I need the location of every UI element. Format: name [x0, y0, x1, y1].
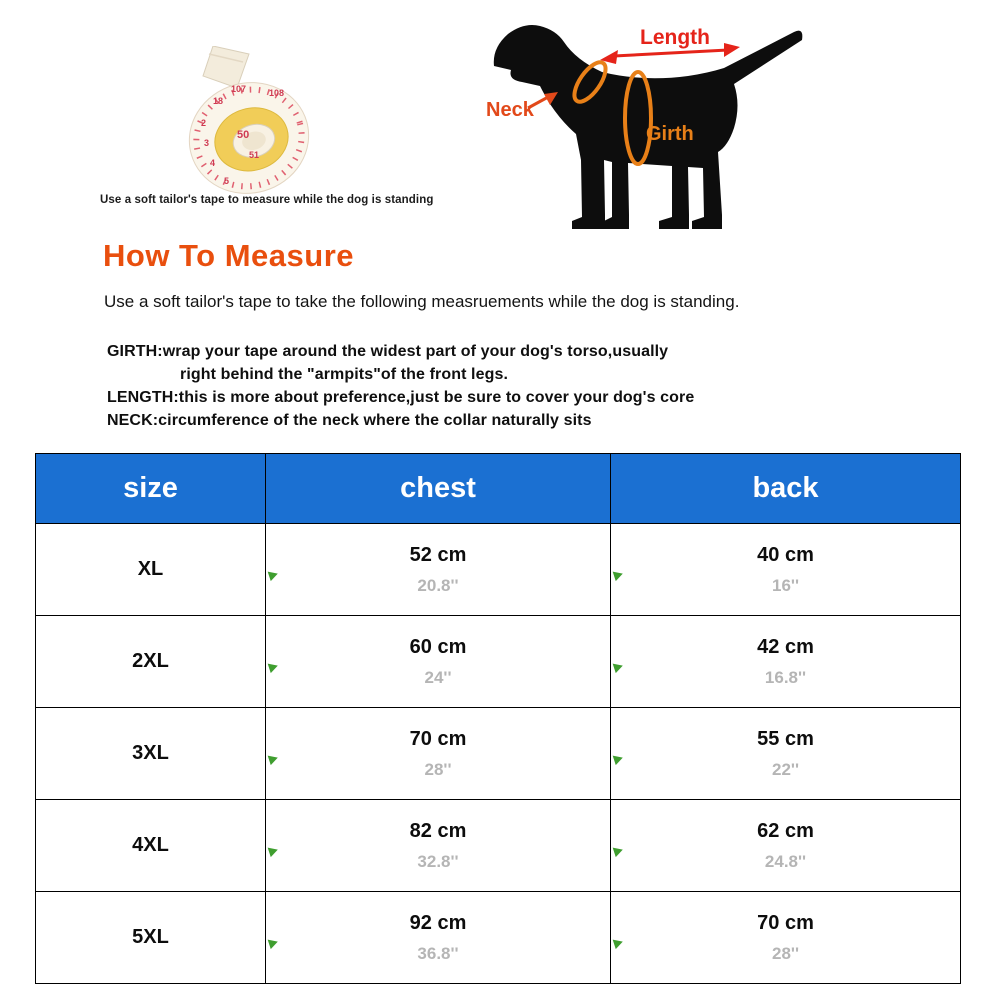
back-cm: 70 cm — [757, 911, 814, 934]
dog-svg — [478, 10, 838, 245]
back-inches: 24.8'' — [764, 851, 807, 871]
table-row — [36, 708, 961, 800]
size-value: 3XL — [36, 708, 266, 800]
header-back: back — [611, 454, 961, 524]
green-marker-icon — [613, 936, 625, 948]
intro-text: Use a soft tailor's tape to take the following measruements while the dog is standing. — [104, 292, 740, 311]
length-instruction: LENGTH:this is more about preference,just be sure to cover your dog's core — [107, 389, 695, 406]
header-row — [36, 454, 961, 524]
chest-cell — [266, 524, 611, 616]
green-marker-icon — [613, 844, 625, 856]
tape-caption: Use a soft tailor's tape to measure while the dog is standing — [100, 194, 434, 206]
size-table-section — [35, 453, 960, 984]
back-cell — [611, 708, 961, 800]
neck-label: Neck — [486, 99, 534, 121]
chest-inches: 28'' — [424, 759, 452, 779]
chest-cm: 60 cm — [409, 635, 467, 658]
neck-instruction: NECK:circumference of the neck where the collar naturally sits — [107, 412, 592, 429]
how-to-measure-heading: How To Measure — [103, 238, 355, 273]
green-marker-icon — [613, 568, 625, 580]
tape-tail — [203, 46, 249, 88]
girth-instruction-line-1: GIRTH:wrap your tape around the widest part of your dog's torso,usually — [107, 343, 669, 360]
header-chest: chest — [266, 454, 611, 524]
back-cm: 42 cm — [757, 635, 814, 658]
back-cell — [611, 800, 961, 892]
header-size: size — [36, 454, 266, 524]
back-cm: 62 cm — [757, 819, 814, 842]
chest-cell — [266, 616, 611, 708]
back-inches: 16'' — [772, 575, 799, 595]
tape-number: 50 — [237, 129, 250, 141]
back-inches: 28'' — [772, 943, 799, 963]
green-marker-icon — [613, 660, 625, 672]
size-value: 5XL — [36, 892, 266, 984]
tape-number: 107 — [231, 84, 247, 94]
chest-inches: 24'' — [424, 667, 452, 687]
girth-instruction-line-2: right behind the "armpits"of the front legs. — [180, 366, 509, 383]
chest-inches: 20.8'' — [417, 575, 459, 595]
measure-instructions — [107, 340, 694, 432]
back-cell — [611, 616, 961, 708]
green-marker-icon — [613, 752, 625, 764]
green-marker-icon — [268, 660, 280, 672]
chest-cm: 52 cm — [409, 543, 467, 566]
chest-cell — [266, 708, 611, 800]
back-inches: 22'' — [772, 759, 799, 779]
tape-number: 3 — [204, 138, 210, 148]
chest-cm: 92 cm — [409, 911, 467, 934]
chest-cell — [266, 892, 611, 984]
table-row — [36, 892, 961, 984]
tape-roll — [185, 69, 317, 198]
tape-number: 51 — [249, 150, 260, 160]
tape-measure-illustration — [185, 46, 317, 198]
back-cell — [611, 524, 961, 616]
size-value: 4XL — [36, 800, 266, 892]
green-marker-icon — [268, 752, 280, 764]
back-cm: 40 cm — [757, 543, 814, 566]
green-marker-icon — [268, 936, 280, 948]
chest-cm: 82 cm — [409, 819, 467, 842]
chest-inches: 32.8'' — [417, 851, 459, 871]
table-row — [36, 616, 961, 708]
green-marker-icon — [268, 844, 280, 856]
size-table — [35, 453, 961, 984]
tape-number: 108 — [269, 88, 285, 98]
length-label: Length — [640, 26, 710, 49]
girth-label: Girth — [646, 123, 694, 145]
dog-illustration — [478, 10, 838, 245]
size-value: 2XL — [36, 616, 266, 708]
back-cell — [611, 892, 961, 984]
tape-number: 4 — [210, 158, 216, 168]
chest-cell — [266, 800, 611, 892]
back-inches: 16.8'' — [764, 667, 807, 687]
back-cm: 55 cm — [757, 727, 814, 750]
tape-number: 18 — [213, 96, 224, 106]
tape-number: 5 — [224, 176, 230, 186]
table-row — [36, 800, 961, 892]
chest-inches: 36.8'' — [417, 943, 459, 963]
tape-measure-svg — [185, 46, 317, 198]
tape-number: 2 — [201, 118, 207, 128]
chest-cm: 70 cm — [409, 727, 467, 750]
table-row — [36, 524, 961, 616]
size-value: XL — [36, 524, 266, 616]
green-marker-icon — [268, 568, 280, 580]
